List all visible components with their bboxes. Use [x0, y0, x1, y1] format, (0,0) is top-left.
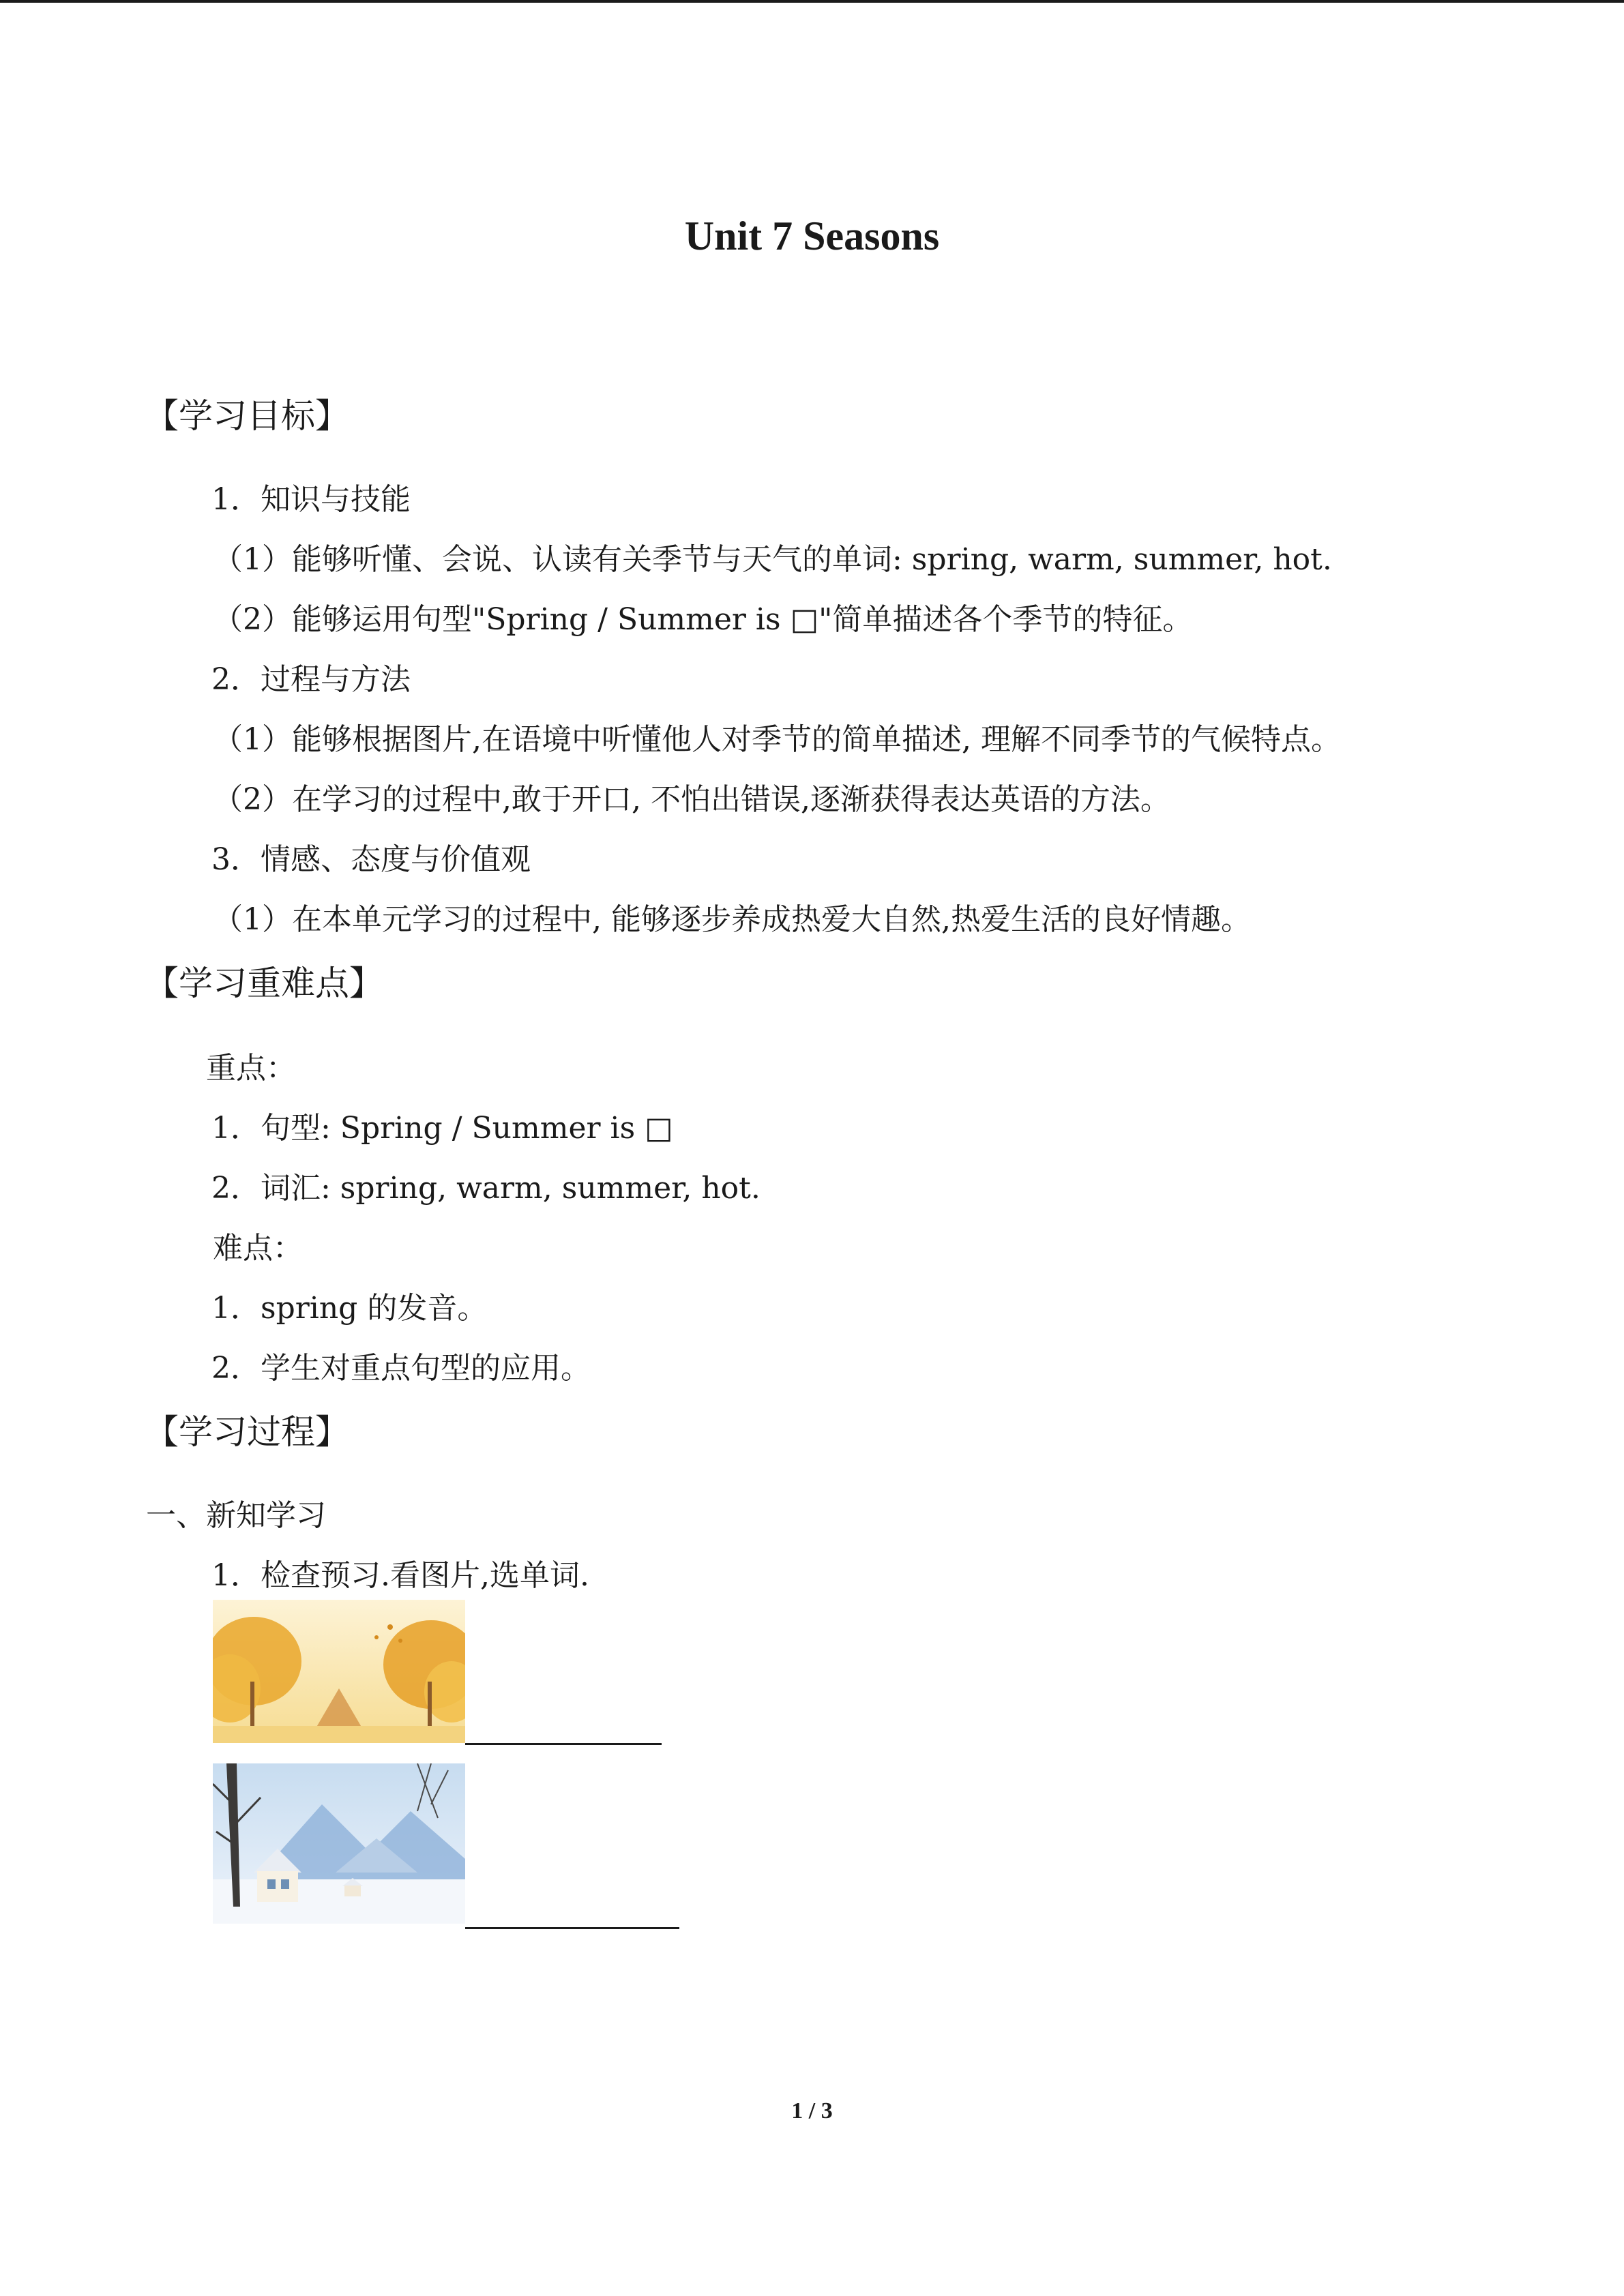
- key-points-line: 1．spring 的发音。: [211, 1291, 488, 1326]
- key-points-line: 重点：: [206, 1051, 296, 1086]
- answer-blank-2[interactable]: [465, 1927, 679, 1929]
- winter-scene-image: [213, 1763, 465, 1924]
- key-points-heading: 【学习重难点】: [145, 964, 383, 1003]
- autumn-scene-image: [213, 1600, 465, 1743]
- task-label: 1．检查预习.看图片,选单词.: [211, 1558, 589, 1593]
- key-points-line: 2．学生对重点句型的应用。: [211, 1351, 591, 1386]
- objectives-heading: 【学习目标】: [145, 396, 349, 436]
- objectives-line: （1）能够听懂、会说、认读有关季节与天气的单词: spring, warm, summer, hot.: [213, 542, 1332, 577]
- objectives-line: 3．情感、态度与价值观: [211, 842, 531, 877]
- page-title: Unit 7 Seasons: [684, 213, 940, 258]
- key-points-line: 1．句型: Spring / Summer is □: [211, 1111, 673, 1146]
- process-heading: 【学习过程】: [145, 1412, 349, 1452]
- objectives-line: 1．知识与技能: [211, 482, 411, 517]
- objectives-line: （2）能够运用句型"Spring / Summer is □"简单描述各个季节的特征。: [213, 602, 1193, 637]
- key-points-line: 难点：: [213, 1231, 303, 1266]
- objectives-line: 2．过程与方法: [211, 662, 411, 697]
- page-number: 1 / 3: [791, 2098, 833, 2123]
- objectives-line: （1）在本单元学习的过程中, 能够逐步养成热爱大自然,热爱生活的良好情趣。: [213, 902, 1251, 937]
- key-points-line: 2．词汇: spring, warm, summer, hot.: [211, 1171, 761, 1206]
- section-label: 一、新知学习: [146, 1498, 326, 1533]
- answer-blank-1[interactable]: [465, 1743, 662, 1745]
- top-border: [0, 0, 1624, 3]
- objectives-line: （2）在学习的过程中,敢于开口, 不怕出错误,逐渐获得表达英语的方法。: [213, 782, 1170, 817]
- objectives-line: （1）能够根据图片,在语境中听懂他人对季节的简单描述, 理解不同季节的气候特点。: [213, 722, 1341, 757]
